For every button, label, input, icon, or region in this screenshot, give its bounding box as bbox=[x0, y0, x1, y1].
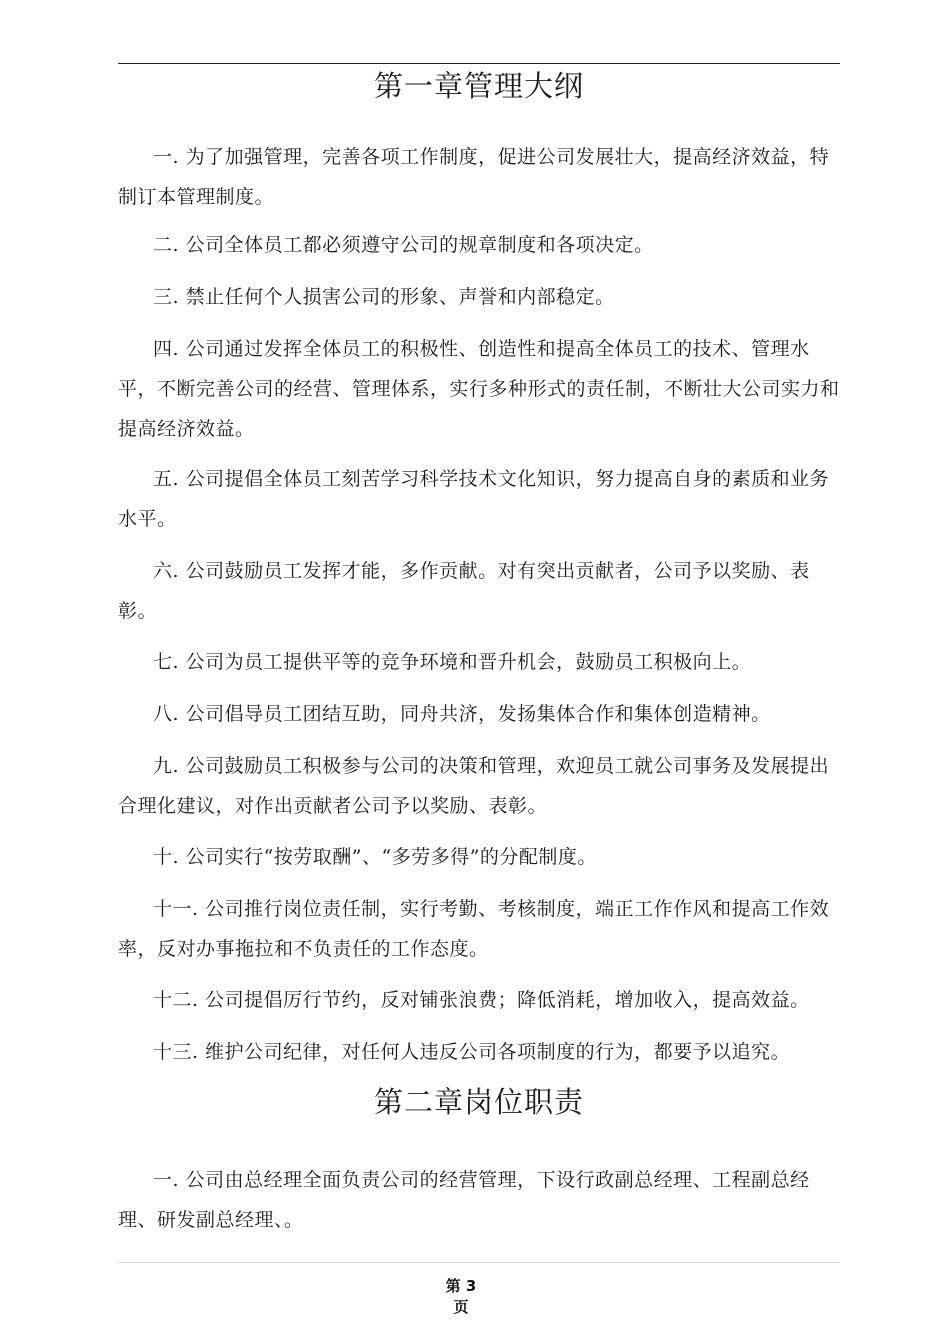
chapter-1-item-8: 八. 公司倡导员工团结互助，同舟共济，发扬集体合作和集体创造精神。 bbox=[153, 703, 771, 725]
chapter-1-item-5: 五. 公司提倡全体员工刻苦学习科学技术文化知识，努力提高自身的素质和业务水平。 bbox=[118, 468, 830, 530]
chapter-1-item-7: 七. 公司为员工提供平等的竞争环境和晋升机会，鼓励员工积极向上。 bbox=[153, 651, 752, 673]
header-rule bbox=[118, 63, 840, 64]
chapter-1-item-6: 六. 公司鼓励员工发挥才能，多作贡献。对有突出贡献者，公司予以奖励、表彰。 bbox=[118, 560, 810, 622]
chapter-1-item-10: 十. 公司实行“按劳取酬”、“多劳多得”的分配制度。 bbox=[153, 846, 597, 868]
chapter-1-item-4: 四. 公司通过发挥全体员工的积极性、创造性和提高全体员工的技术、管理水平，不断完善公司的经营、管理体系，实行多种形式的责任制，不断壮大公司实力和提高经济效益。 bbox=[118, 338, 840, 440]
chapter-1-item-3: 三. 禁止任何个人损害公司的形象、声誉和内部稳定。 bbox=[153, 286, 615, 308]
chapter-1-item-2: 二. 公司全体员工都必须遵守公司的规章制度和各项决定。 bbox=[153, 234, 654, 256]
chapter-1-title: 第一章管理大纲 bbox=[373, 69, 584, 103]
chapter-2-item-1: 一. 公司由总经理全面负责公司的经营管理，下设行政副总经理、工程副总经理、研发副总经理、。 bbox=[118, 1169, 810, 1231]
chapter-1-item-11: 十一. 公司推行岗位责任制，实行考勤、考核制度，端正工作作风和提高工作效率，反对办事拖拉和不负责任的工作态度。 bbox=[118, 898, 830, 960]
chapter-1-item-9: 九. 公司鼓励员工积极参与公司的决策和管理，欢迎员工就公司事务及发展提出合理化建议，对作出贡献者公司予以奖励、表彰。 bbox=[118, 755, 830, 817]
chapter-1-item-1: 一. 为了加强管理，完善各项工作制度，促进公司发展壮大，提高经济效益，特制订本管理制度。 bbox=[118, 146, 830, 208]
footer-rule bbox=[118, 1262, 840, 1263]
chapter-1-item-12: 十二. 公司提倡厉行节约，反对铺张浪费；降低消耗，增加收入，提高效益。 bbox=[153, 989, 810, 1011]
chapter-2-title: 第二章岗位职责 bbox=[373, 1085, 584, 1119]
chapter-1-item-13: 十三. 维护公司纪律，对任何人违反公司各项制度的行为，都要予以追究。 bbox=[153, 1041, 791, 1063]
page-number: 第 3 页 bbox=[445, 1277, 477, 1316]
